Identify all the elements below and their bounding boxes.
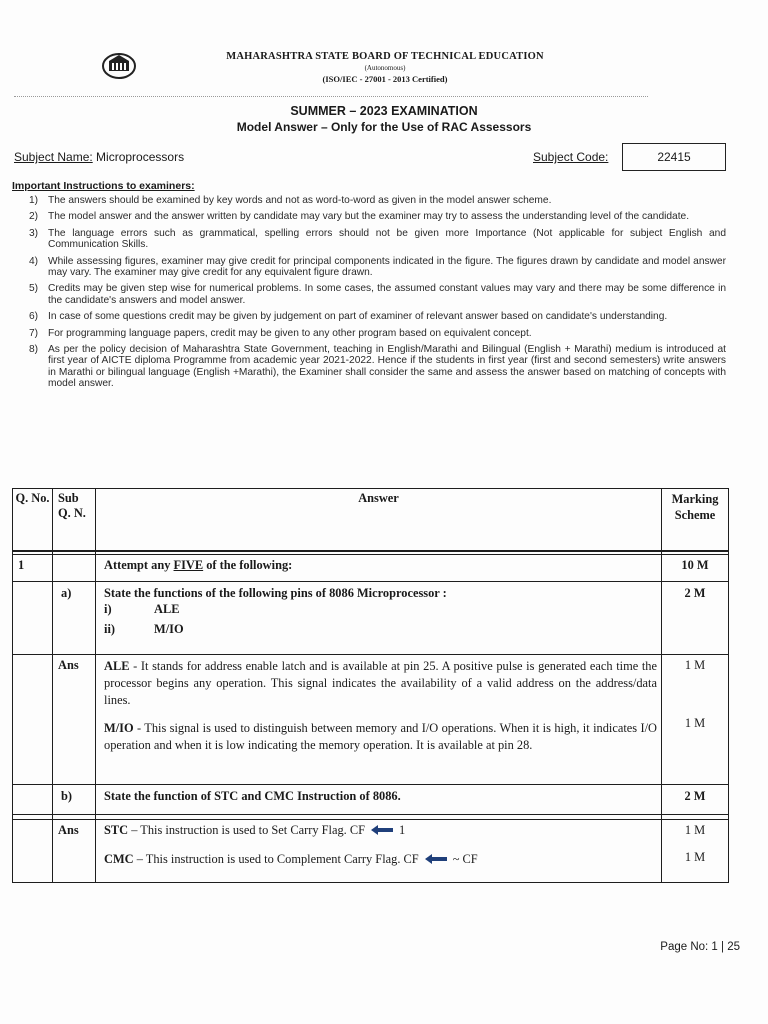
instruction-item [10, 328, 726, 339]
instruction-number: 4) [28, 255, 38, 267]
instruction-number: 8) [28, 344, 38, 356]
board-autonomous: (Autonomous) [364, 64, 406, 72]
answer-mio [104, 720, 657, 754]
question-b-marks: 2 M [684, 789, 706, 803]
answer-stc-value: 1 [399, 823, 406, 837]
answer-stc-text: – This instruction is used to Set Carry Flag. CF [128, 823, 366, 837]
column-divider [52, 488, 53, 883]
table-border-left [12, 488, 13, 883]
instruction-item [10, 344, 726, 390]
instruction-text: The answers should be examined by key words and not as word-to-word as given in the model answer scheme. [48, 195, 552, 206]
answer-cmc-text: – This instruction is used to Complement Carry Flag. CF [133, 852, 419, 866]
instruction-item [10, 228, 726, 251]
question-b-text: State the function of STC and CMC Instruction of 8086. [104, 789, 401, 803]
answer-stc-marks: 1 M [684, 823, 706, 837]
left-arrow-icon [425, 853, 447, 868]
instructions-title: Important Instructions to examiners: [12, 180, 195, 192]
exam-title: SUMMER – 2023 EXAMINATION [290, 104, 478, 118]
answer-cmc-marks: 1 M [684, 850, 706, 864]
subject-code-value: 22415 [657, 150, 691, 164]
instructions-list [10, 195, 726, 395]
question-a-item-num: i) [104, 602, 112, 616]
subject-code-label: Subject Code: [533, 150, 609, 164]
answer-ale-marks: 1 M [684, 658, 706, 672]
table-border-right [728, 488, 729, 883]
answer-label: Ans [58, 658, 79, 672]
answer-stc-term: STC [104, 823, 129, 837]
instruction-number: 7) [28, 327, 38, 339]
column-divider [661, 488, 662, 883]
answer-table [12, 488, 729, 883]
instruction-text: Credits may be given step wise for numerical problems. In some cases, the assumed constant values may vary and there may be some difference in the candidate's answers and model answer. [48, 283, 726, 306]
header-marking-scheme: Marking Scheme [671, 492, 719, 522]
instruction-text: As per the policy decision of Maharashtra State Government, teaching in English/Marathi and Bilingual (English + Marathi) medium is introduced at first year of AICTE diploma Programme from academic year 2021-2022. Hence if the students in first year (first and second semesters) write answers in Marathi or bilingual language (English +Marathi), the Examiner shall consider the same and assess the answer based on matching of concepts with model answer. [48, 344, 726, 390]
page-number: Page No: 1 | 25 [660, 941, 740, 953]
answer-cmc-value: ~ CF [452, 852, 478, 866]
answer-mio-text: - This signal is used to distinguish between memory and I/O operations. When it is high, it indicates I/O operation and when it is low indicating the memory operation. It is available at pin 28. [104, 721, 657, 752]
board-iso: (ISO/IEC - 27001 - 2013 Certified) [322, 74, 448, 84]
row-divider [12, 581, 729, 582]
row-divider [12, 784, 729, 785]
table-header-divider-2 [12, 554, 729, 555]
question-a-text: State the functions of the following pins of 8086 Microprocessor : [104, 586, 447, 600]
q1-text-emphasis: FIVE [173, 558, 204, 572]
instruction-text: The language errors such as grammatical, spelling errors should not be given more Importance (Not applicable for subject English and Communication Skills. [48, 227, 726, 251]
instruction-number: 3) [28, 227, 38, 239]
subject-name [14, 150, 184, 164]
question-a-item-label: M/IO [154, 622, 184, 636]
instruction-number: 5) [28, 283, 38, 295]
question-a-marks: 2 M [684, 586, 706, 600]
instruction-number: 6) [28, 311, 38, 323]
table-header-divider [12, 550, 729, 552]
instruction-number: 2) [28, 211, 38, 223]
left-arrow-icon [371, 824, 393, 839]
subject-code-box [622, 143, 726, 171]
instruction-number: 1) [28, 195, 38, 206]
header-sub-q: Sub Q. N. [58, 491, 86, 520]
answer-cmc [104, 852, 657, 868]
table-border-bottom [12, 882, 729, 883]
model-answer-subtitle: Model Answer – Only for the Use of RAC Assessors [236, 120, 532, 134]
instruction-text: While assessing figures, examiner may give credit for principal components indicated in the figure. The figures drawn by candidate and model answer may vary. The examiner may give credit for any equivalent figure drawn. [48, 255, 726, 279]
answer-ale-term: ALE [104, 659, 130, 673]
answer-label: Ans [58, 823, 79, 837]
instruction-item [10, 311, 726, 322]
subject-name-value: Microprocessors [96, 150, 185, 164]
answer-stc [104, 823, 657, 839]
header-q-no: Q. No. [15, 491, 50, 505]
instruction-item [10, 283, 726, 306]
instruction-text: For programming language papers, credit may be given to any other program based on equivalent concept. [48, 327, 532, 339]
header-divider [14, 96, 648, 97]
answer-mio-term: M/IO [104, 721, 134, 735]
table-border-top [12, 488, 729, 489]
instruction-text: The model answer and the answer written by candidate may vary but the examiner may try to assess the understanding level of the candidate. [48, 211, 690, 223]
q1-text-pre: Attempt any [104, 558, 174, 572]
answer-mio-marks: 1 M [684, 716, 706, 730]
subject-name-label: Subject Name: [14, 150, 93, 164]
board-name: MAHARASHTRA STATE BOARD OF TECHNICAL EDUCATION [226, 51, 544, 62]
question-a-item-num: ii) [104, 622, 116, 636]
sub-question-b: b) [61, 789, 73, 803]
column-divider [95, 488, 96, 883]
question-number: 1 [18, 558, 25, 572]
q1-instruction [104, 558, 292, 573]
instruction-item [10, 256, 726, 279]
answer-cmc-term: CMC [104, 852, 134, 866]
q1-text-post: of the following: [203, 558, 293, 572]
instruction-item [10, 195, 726, 206]
answer-ale-text: - It stands for address enable latch and is available at pin 25. A positive pulse is generated each time the processor begins any operation. This signal indicates the availability of a valid address on the address/data lines. [104, 659, 657, 707]
sub-question-a: a) [61, 586, 72, 600]
instruction-item [10, 211, 726, 222]
msbte-logo [101, 50, 137, 80]
question-a-item-label: ALE [154, 602, 180, 616]
answer-ale [104, 658, 657, 709]
row-divider [12, 819, 729, 820]
row-divider [12, 654, 729, 655]
instruction-text: In case of some questions credit may be given by judgement on part of examiner of relevant answer based on candidate's understanding. [48, 311, 668, 323]
row-divider [12, 814, 729, 815]
header-answer: Answer [358, 491, 399, 505]
q1-marks: 10 M [681, 558, 709, 572]
